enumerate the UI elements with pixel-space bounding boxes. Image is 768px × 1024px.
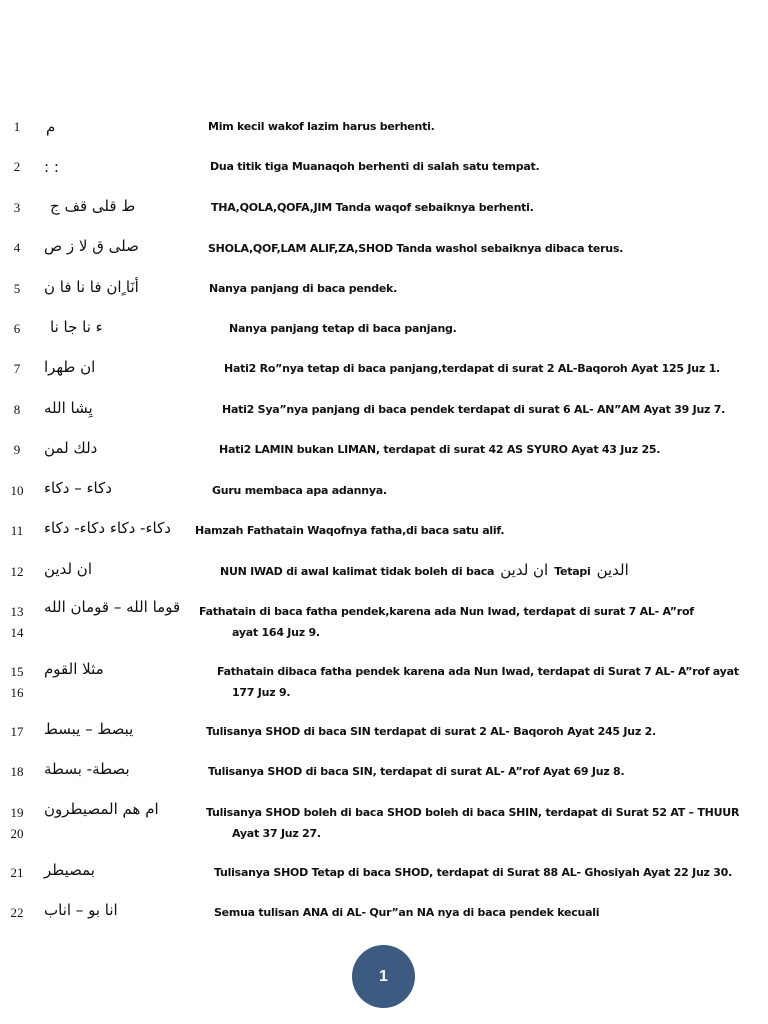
description-text: Guru membaca apa adannya. (212, 484, 387, 497)
description-text: Dua titik tiga Muanaqoh berhenti di salah satu tempat. (210, 160, 540, 173)
description-text: Nanya panjang tetap di baca panjang. (229, 322, 457, 335)
arabic-text: دكاء – دكاء (44, 479, 112, 497)
description-text-continued: Ayat 37 Juz 27. (232, 827, 321, 840)
arabic-text: ام هم المصيطرون (44, 800, 159, 818)
description-text: SHOLA,QOF,LAM ALIF,ZA,SHOD Tanda washol sebaiknya dibaca terus. (208, 242, 624, 255)
description-text: Fathatain di baca fatha pendek,karena ada Nun Iwad, terdapat di surat 7 AL- A”rof (199, 605, 694, 618)
row-number: 7 (13, 361, 21, 376)
arabic-text: أنَا ٍان فا نا فا ن (44, 278, 139, 296)
row-number: 2 (13, 159, 21, 174)
description-part: Tetapi (554, 565, 591, 578)
page-number-badge (352, 945, 415, 1008)
description-text: Tulisanya SHOD Tetap di baca SHOD, terdapat di Surat 88 AL- Ghosiyah Ayat 22 Juz 30. (214, 866, 732, 879)
description-text-continued: ayat 164 Juz 9. (232, 626, 320, 639)
arabic-text: دكاء- دكاء دكاء- دكاء (44, 519, 171, 537)
arabic-text: م (46, 118, 56, 136)
row-number: 10 (10, 483, 24, 498)
row-number: 19 (10, 805, 24, 820)
arabic-text: مثلا القوم (44, 660, 104, 678)
arabic-text: ان طهرا (44, 358, 96, 376)
arabic-text: : : (44, 158, 59, 176)
description-text: Tulisanya SHOD di baca SIN, terdapat di surat AL- A”rof Ayat 69 Juz 8. (208, 765, 625, 778)
description-text (220, 563, 635, 579)
description-text: Fathatain dibaca fatha pendek karena ada Nun Iwad, terdapat di Surat 7 AL- A”rof ayat (217, 665, 739, 678)
description-text: THA,QOLA,QOFA,JIM Tanda waqof sebaiknya berhenti. (211, 201, 534, 214)
row-number: 22 (10, 905, 24, 920)
row-number: 4 (13, 240, 21, 255)
row-number: 8 (13, 402, 21, 417)
description-text-continued: 177 Juz 9. (232, 686, 291, 699)
description-text: Semua tulisan ANA di AL- Qur”an NA nya di baca pendek kecuali (214, 906, 600, 919)
description-text: Hamzah Fathatain Waqofnya fatha,di baca satu alif. (195, 524, 505, 537)
row-number: 15 (10, 664, 24, 679)
arabic-text: ط قلى قف ج (50, 197, 136, 215)
arabic-text: يبصط – يبسط (44, 720, 134, 738)
row-number: 1 (13, 119, 21, 134)
row-number: 5 (13, 281, 21, 296)
arabic-text: قوما الله – قومان الله (44, 598, 181, 616)
description-text: Mim kecil wakof lazim harus berhenti. (208, 120, 435, 133)
arabic-text: ء نا جا نا (50, 318, 103, 336)
description-text: Nanya panjang di baca pendek. (209, 282, 398, 295)
row-number: 12 (10, 564, 24, 579)
description-text: Hati2 Sya”nya panjang di baca pendek terdapat di surat 6 AL- AN”AM Ayat 39 Juz 7. (222, 403, 726, 416)
arabic-text: انا بو – اناب (44, 901, 118, 919)
row-number: 11 (10, 523, 24, 538)
row-number: 14 (10, 625, 24, 640)
description-part: NUN IWAD di awal kalimat tidak boleh di baca (220, 565, 495, 578)
row-number: 18 (10, 764, 24, 779)
inline-arabic-text: ان لدين (500, 561, 549, 579)
description-text: Tulisanya SHOD di baca SIN terdapat di surat 2 AL- Baqoroh Ayat 245 Juz 2. (206, 725, 656, 738)
row-number: 3 (13, 200, 21, 215)
page-number: 1 (379, 967, 388, 985)
description-text: Hati2 Ro”nya tetap di baca panjang,terdapat di surat 2 AL-Baqoroh Ayat 125 Juz 1. (224, 362, 720, 375)
arabic-text: ان لدين (44, 560, 92, 578)
row-number: 6 (13, 321, 21, 336)
arabic-text: بصطة- بسطة (44, 760, 130, 778)
row-number: 21 (10, 865, 24, 880)
row-number: 9 (13, 442, 21, 457)
row-number: 13 (10, 604, 24, 619)
row-number: 16 (10, 685, 24, 700)
arabic-text: بمصيطر (44, 861, 95, 879)
arabic-text: صلى ق لا ز ص (44, 237, 139, 255)
row-number: 20 (10, 826, 24, 841)
description-text: Hati2 LAMIN bukan LIMAN, terdapat di surat 42 AS SYURO Ayat 43 Juz 25. (219, 443, 661, 456)
arabic-text: يِشا الله (44, 399, 93, 417)
inline-arabic-text: الدين (596, 561, 629, 579)
row-number: 17 (10, 724, 24, 739)
arabic-text: دلك لمن (44, 439, 98, 457)
description-text: Tulisanya SHOD boleh di baca SHOD boleh di baca SHIN, terdapat di Surat 52 AT – THUUR (206, 806, 740, 819)
